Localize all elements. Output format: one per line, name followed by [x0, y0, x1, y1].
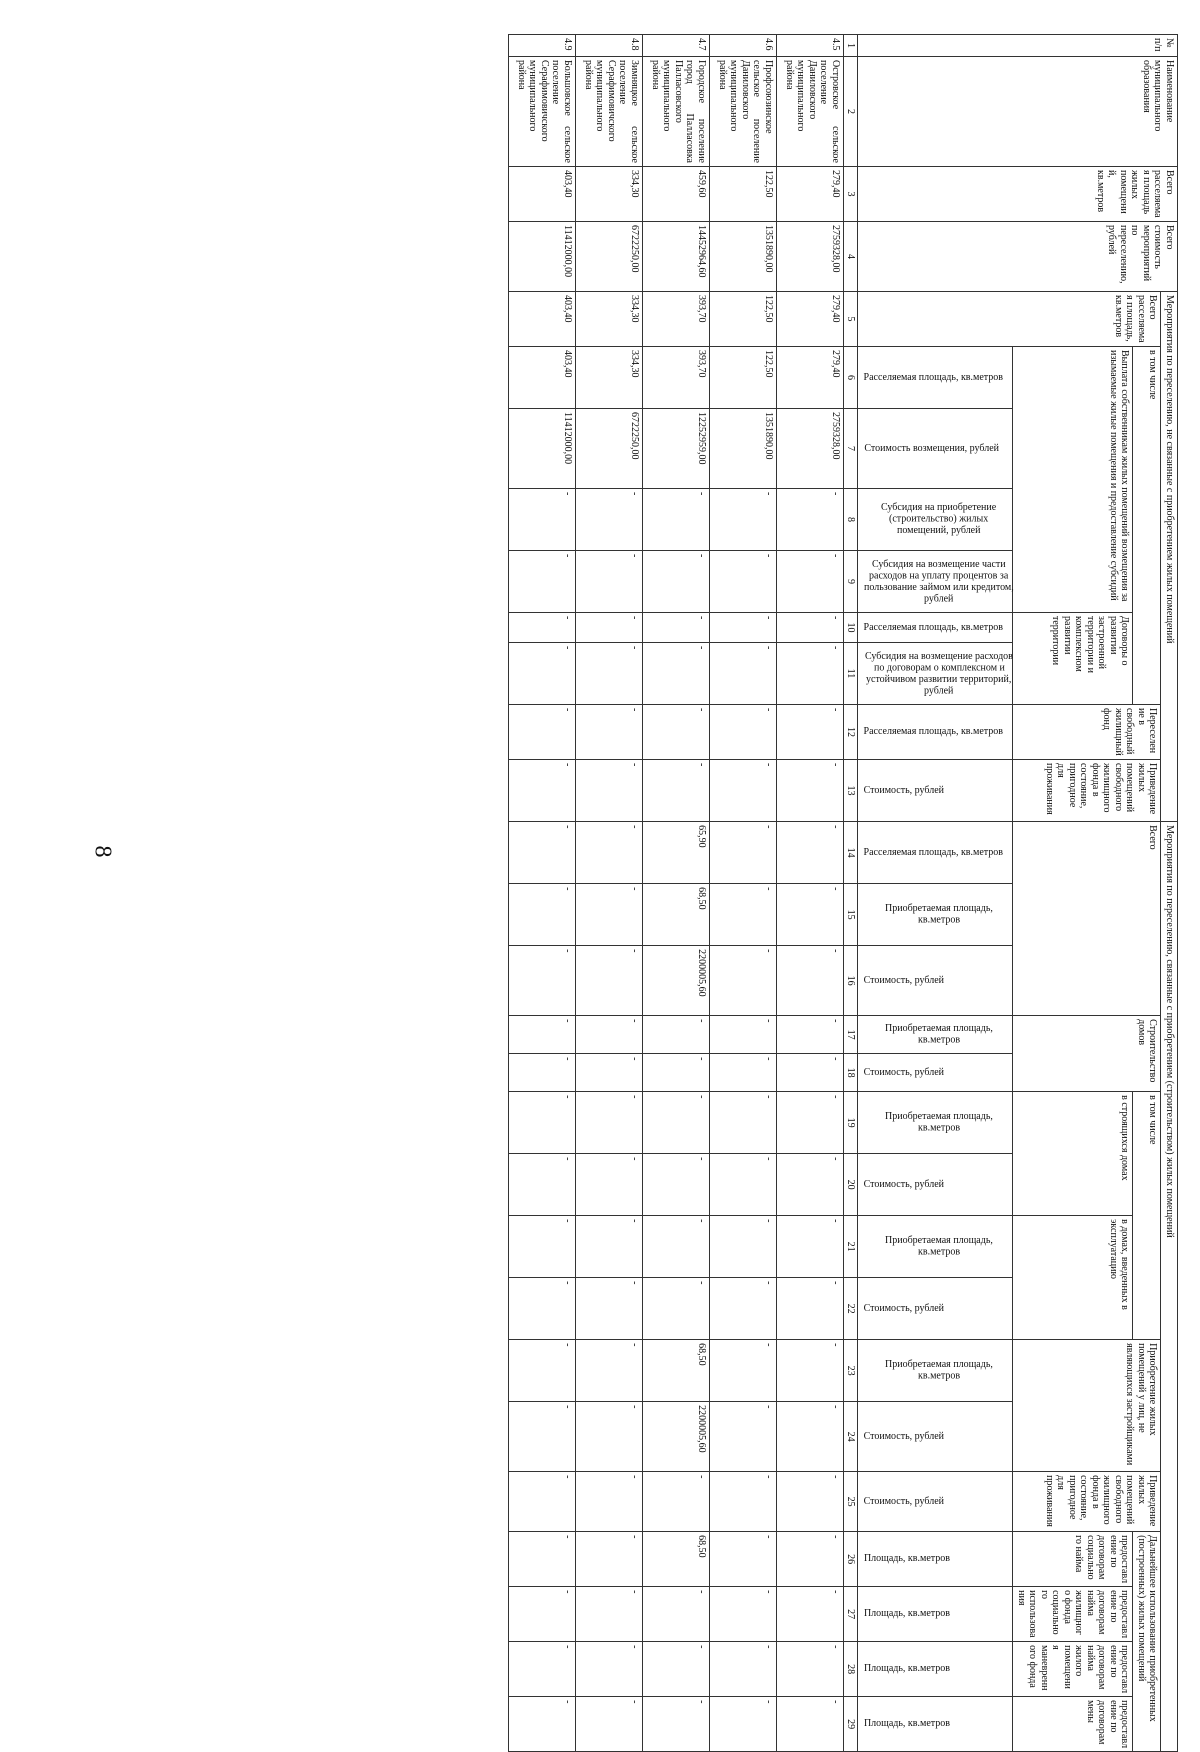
value-cell: - — [576, 1642, 643, 1697]
header-construction: Строительство домов — [1013, 1016, 1161, 1092]
value-cell: - — [509, 1402, 576, 1472]
value-cell: - — [643, 1016, 710, 1054]
value-cell: 2759328,00 — [777, 222, 844, 292]
value-cell: 122,50 — [710, 347, 777, 409]
value-cell: - — [509, 705, 576, 760]
header-buy-in-operated: в домах, введенных в эксплуатацию — [1013, 1216, 1133, 1340]
row-number-cell: 4.5 — [777, 35, 844, 57]
value-cell: 68,50 — [643, 1532, 710, 1587]
header-col-17: Приобретаемая площадь, кв.метров — [858, 1016, 1013, 1054]
value-cell: - — [509, 613, 576, 643]
value-cell: - — [576, 1472, 643, 1532]
header-col-21: Приобретаемая площадь, кв.метров — [858, 1216, 1013, 1278]
value-cell: - — [710, 1216, 777, 1278]
value-cell: 403,40 — [509, 347, 576, 409]
value-cell: 65,90 — [643, 822, 710, 884]
value-cell: - — [509, 760, 576, 822]
header-col-6: Расселяемая площадь, кв.метров — [858, 347, 1013, 409]
value-cell: - — [509, 1092, 576, 1154]
table-row — [643, 35, 710, 1752]
value-cell: - — [509, 822, 576, 884]
value-cell: 6722250,00 — [576, 222, 643, 292]
value-cell: - — [777, 1587, 844, 1642]
column-number: 25 — [844, 1472, 859, 1532]
header-col-24: Стоимость, рублей — [858, 1402, 1013, 1472]
value-cell: 2200005,60 — [643, 946, 710, 1016]
value-cell: - — [777, 1532, 844, 1587]
table-row — [777, 35, 844, 1752]
table-row — [576, 35, 643, 1752]
municipality-name-cell: Зимняцкое сельское поселение Серафимовичского муниципального района — [576, 57, 643, 167]
table-row — [509, 35, 576, 1752]
header-col-5: Всего расселяемая площадь, кв.метров — [858, 292, 1161, 347]
value-cell: - — [576, 489, 643, 551]
header-col-2: Наименование муниципального образования — [858, 57, 1178, 167]
header-use-29: предоставление по договорам мены — [1013, 1697, 1133, 1752]
value-cell: - — [509, 551, 576, 613]
header-col-22: Стоимость, рублей — [858, 1278, 1013, 1340]
table-wrapper — [178, 34, 1200, 1749]
value-cell: - — [777, 1642, 844, 1697]
value-cell: - — [576, 1278, 643, 1340]
column-number: 23 — [844, 1340, 859, 1402]
header-col-26: Площадь, кв.метров — [858, 1532, 1013, 1587]
header-col-18: Стоимость, рублей — [858, 1054, 1013, 1092]
value-cell: - — [576, 643, 643, 705]
value-cell: - — [710, 822, 777, 884]
value-cell: - — [643, 760, 710, 822]
value-cell: - — [509, 1340, 576, 1402]
column-number: 5 — [844, 292, 859, 347]
value-cell: - — [576, 1016, 643, 1054]
value-cell: - — [509, 1016, 576, 1054]
value-cell: - — [509, 1054, 576, 1092]
value-cell: 334,30 — [576, 347, 643, 409]
value-cell: - — [710, 946, 777, 1016]
value-cell: - — [643, 1642, 710, 1697]
value-cell: - — [643, 1216, 710, 1278]
value-cell: - — [777, 1340, 844, 1402]
value-cell: - — [576, 613, 643, 643]
value-cell: - — [643, 1054, 710, 1092]
value-cell: 279,40 — [777, 347, 844, 409]
column-number: 24 — [844, 1402, 859, 1472]
value-cell: - — [576, 705, 643, 760]
column-number: 26 — [844, 1532, 859, 1587]
value-cell: - — [643, 613, 710, 643]
value-cell: - — [576, 1697, 643, 1752]
value-cell: - — [509, 1642, 576, 1697]
value-cell: - — [576, 1532, 643, 1587]
column-number: 1 — [844, 35, 859, 57]
header-col-12: Расселяемая площадь, кв.метров — [858, 705, 1013, 760]
value-cell: - — [509, 643, 576, 705]
municipality-name-cell: Большовское сельское поселение Серафимовичского муниципального района — [509, 57, 576, 167]
header-group-related: Мероприятия по переселению, связанные с приобретением (строительством) жилых помещений — [1161, 822, 1178, 1752]
column-number: 16 — [844, 946, 859, 1016]
value-cell: - — [710, 1642, 777, 1697]
header-col-25: Стоимость, рублей — [858, 1472, 1013, 1532]
value-cell: 393,70 — [643, 347, 710, 409]
value-cell: - — [643, 705, 710, 760]
row-number-cell: 4.8 — [576, 35, 643, 57]
header-resettle-free: Переселение в свободный жилищный фонд — [1013, 705, 1161, 760]
column-number: 28 — [844, 1642, 859, 1697]
municipality-name-cell: Городское поселение город Палласовка Палласовского муниципального района — [643, 57, 710, 167]
column-number: 15 — [844, 884, 859, 946]
column-number: 9 — [844, 551, 859, 613]
column-number: 12 — [844, 705, 859, 760]
value-cell: - — [777, 1154, 844, 1216]
header-col-7: Стоимость возмещения, рублей — [858, 409, 1013, 489]
header-col-10: Расселяемая площадь, кв.метров — [858, 613, 1013, 643]
column-number: 17 — [844, 1016, 859, 1054]
row-number-cell: 4.7 — [643, 35, 710, 57]
value-cell: - — [710, 705, 777, 760]
value-cell: - — [509, 1278, 576, 1340]
value-cell: - — [710, 1402, 777, 1472]
header-col-15: Приобретаемая площадь, кв.метров — [858, 884, 1013, 946]
value-cell: 334,30 — [576, 167, 643, 222]
value-cell: - — [710, 1016, 777, 1054]
row-number-cell: 4.6 — [710, 35, 777, 57]
header-col-8: Субсидия на приобретение (строительство) жилых помещений, рублей — [858, 489, 1013, 551]
value-cell: - — [710, 1532, 777, 1587]
column-number: 13 — [844, 760, 859, 822]
value-cell: 14452964,60 — [643, 222, 710, 292]
value-cell: 279,40 — [777, 292, 844, 347]
value-cell: - — [777, 1016, 844, 1054]
header-payout: Выплата собственникам жилых помещений возмещения за изымаемые жилые помещения и предоставление субсидий — [1013, 347, 1133, 613]
column-number: 3 — [844, 167, 859, 222]
municipality-name-cell: Профсоюзинское сельское поселение Даниловского муниципального района — [710, 57, 777, 167]
value-cell: 1351890,00 — [710, 222, 777, 292]
value-cell: - — [509, 946, 576, 1016]
value-cell: - — [777, 643, 844, 705]
column-number: 8 — [844, 489, 859, 551]
column-number: 4 — [844, 222, 859, 292]
header-col-29: Площадь, кв.метров — [858, 1697, 1013, 1752]
resettlement-table — [508, 34, 1178, 1752]
value-cell: - — [710, 1472, 777, 1532]
value-cell: 6722250,00 — [576, 409, 643, 489]
header-col-14: Расселяемая площадь, кв.метров — [858, 822, 1013, 884]
value-cell: - — [643, 1697, 710, 1752]
value-cell: 279,40 — [777, 167, 844, 222]
column-number: 11 — [844, 643, 859, 705]
header-in-number-2: в том числе — [1133, 1092, 1161, 1340]
value-cell: - — [576, 884, 643, 946]
value-cell: - — [509, 1154, 576, 1216]
value-cell: - — [576, 946, 643, 1016]
header-col-3: Всего расселяемая площадь жилых помещений, кв.метров — [858, 167, 1178, 222]
header-use-28: предоставление по договорам найма жилого помещения маневренного фонда — [1013, 1642, 1133, 1697]
value-cell: - — [777, 760, 844, 822]
header-col-20: Стоимость, рублей — [858, 1154, 1013, 1216]
value-cell: - — [643, 1278, 710, 1340]
column-number: 14 — [844, 822, 859, 884]
column-number-row — [844, 35, 859, 1752]
header-dev-contracts: Договоры о развитии застроенной территории и комплексном развитии территории — [1013, 613, 1133, 705]
column-number: 29 — [844, 1697, 859, 1752]
header-buy-in-building: в строящихся домах — [1013, 1092, 1133, 1216]
column-number: 21 — [844, 1216, 859, 1278]
value-cell: - — [777, 1402, 844, 1472]
header-col-28: Площадь, кв.метров — [858, 1642, 1013, 1697]
value-cell: - — [777, 822, 844, 884]
value-cell: 334,30 — [576, 292, 643, 347]
value-cell: - — [509, 1216, 576, 1278]
value-cell: 393,70 — [643, 292, 710, 347]
header-buy-from-nondev: Приобретение жилых помещений у лиц, не являющихся застройщиками — [1013, 1340, 1161, 1472]
value-cell: - — [710, 643, 777, 705]
value-cell: - — [710, 1054, 777, 1092]
header-use-26: предоставление по договорам социального найма — [1013, 1532, 1133, 1587]
rotated-table-container — [178, 34, 1178, 1749]
header-total: Всего — [1013, 822, 1161, 1016]
value-cell: 403,40 — [509, 167, 576, 222]
header-col-1: № п/п — [858, 35, 1178, 57]
value-cell: - — [643, 1587, 710, 1642]
value-cell: - — [777, 489, 844, 551]
value-cell: - — [576, 1402, 643, 1472]
value-cell: - — [777, 1054, 844, 1092]
value-cell: - — [710, 551, 777, 613]
value-cell: - — [643, 1472, 710, 1532]
column-number: 19 — [844, 1092, 859, 1154]
column-number: 7 — [844, 409, 859, 489]
value-cell: - — [710, 760, 777, 822]
value-cell: 68,50 — [643, 1340, 710, 1402]
value-cell: 122,50 — [710, 292, 777, 347]
value-cell: - — [643, 643, 710, 705]
header-col-27: Площадь, кв.метров — [858, 1587, 1013, 1642]
value-cell: - — [509, 1697, 576, 1752]
header-bring-free-2: Приведение жилых помещений свободного жилищного фонда в состояние, пригодное для проживания — [1013, 1472, 1161, 1532]
value-cell: - — [509, 1472, 576, 1532]
column-number: 22 — [844, 1278, 859, 1340]
header-group-not-related: Мероприятия по переселению, не связанные с приобретением жилых помещений — [1161, 292, 1178, 822]
value-cell: - — [576, 551, 643, 613]
value-cell: - — [777, 1216, 844, 1278]
value-cell: - — [643, 1154, 710, 1216]
header-col-16: Стоимость, рублей — [858, 946, 1013, 1016]
value-cell: - — [576, 822, 643, 884]
row-number-cell: 4.9 — [509, 35, 576, 57]
column-number: 20 — [844, 1154, 859, 1216]
value-cell: - — [777, 551, 844, 613]
value-cell: - — [576, 760, 643, 822]
column-number: 18 — [844, 1054, 859, 1092]
value-cell: - — [777, 946, 844, 1016]
header-use-27: предоставление по договорам найма жилищного фонда социального использования — [1013, 1587, 1133, 1642]
value-cell: - — [643, 551, 710, 613]
value-cell: - — [509, 1532, 576, 1587]
header-col-4: Всего стоимость мероприятий по переселению, рублей — [858, 222, 1178, 292]
value-cell: - — [710, 884, 777, 946]
value-cell: - — [509, 489, 576, 551]
value-cell: - — [710, 1340, 777, 1402]
value-cell: - — [576, 1154, 643, 1216]
value-cell: - — [777, 1472, 844, 1532]
value-cell: - — [710, 1587, 777, 1642]
value-cell: - — [576, 1054, 643, 1092]
value-cell: 122,50 — [710, 167, 777, 222]
column-number: 2 — [844, 57, 859, 167]
value-cell: - — [509, 884, 576, 946]
value-cell: 12252959,00 — [643, 409, 710, 489]
page-number: 8 — [89, 845, 116, 858]
value-cell: 68,50 — [643, 884, 710, 946]
value-cell: - — [710, 613, 777, 643]
value-cell: - — [576, 1587, 643, 1642]
value-cell: - — [710, 1278, 777, 1340]
value-cell: - — [576, 1216, 643, 1278]
value-cell: 11412000,00 — [509, 409, 576, 489]
column-number: 27 — [844, 1587, 859, 1642]
header-col-13: Стоимость, рублей — [858, 760, 1013, 822]
value-cell: - — [777, 1092, 844, 1154]
header-in-number: в том числе — [1133, 347, 1161, 705]
table-row — [710, 35, 777, 1752]
value-cell: 11412000,00 — [509, 222, 576, 292]
value-cell: - — [710, 1697, 777, 1752]
header-col-23: Приобретаемая площадь, кв.метров — [858, 1340, 1013, 1402]
value-cell: 403,40 — [509, 292, 576, 347]
header-further-use: Дальнейшее использование приобретенных (построенных) жилых помещений — [1133, 1532, 1161, 1752]
value-cell: - — [777, 884, 844, 946]
value-cell: - — [710, 489, 777, 551]
header-col-11: Субсидия на возмещение расходов по договорам о комплексном и устойчивом развитии территорий, рублей — [858, 643, 1013, 705]
value-cell: - — [710, 1154, 777, 1216]
value-cell: - — [576, 1092, 643, 1154]
column-number: 10 — [844, 613, 859, 643]
value-cell: 2759328,00 — [777, 409, 844, 489]
value-cell: - — [643, 489, 710, 551]
value-cell: 2200005,60 — [643, 1402, 710, 1472]
value-cell: - — [576, 1340, 643, 1402]
value-cell: 459,60 — [643, 167, 710, 222]
value-cell: - — [777, 705, 844, 760]
header-col-19: Приобретаемая площадь, кв.метров — [858, 1092, 1013, 1154]
value-cell: - — [777, 613, 844, 643]
value-cell: - — [710, 1092, 777, 1154]
header-col-9: Субсидия на возмещение части расходов на уплату процентов за пользование займом или кредитом, рублей — [858, 551, 1013, 613]
table-body — [509, 35, 844, 1752]
value-cell: 1351890,00 — [710, 409, 777, 489]
column-number: 6 — [844, 347, 859, 409]
value-cell: - — [509, 1587, 576, 1642]
value-cell: - — [777, 1278, 844, 1340]
value-cell: - — [643, 1092, 710, 1154]
municipality-name-cell: Островское сельское поселение Даниловского муниципального района — [777, 57, 844, 167]
value-cell: - — [777, 1697, 844, 1752]
header-bring-free: Приведение жилых помещений свободного жилищного фонда в состояние, пригодное для проживания — [1013, 760, 1161, 822]
